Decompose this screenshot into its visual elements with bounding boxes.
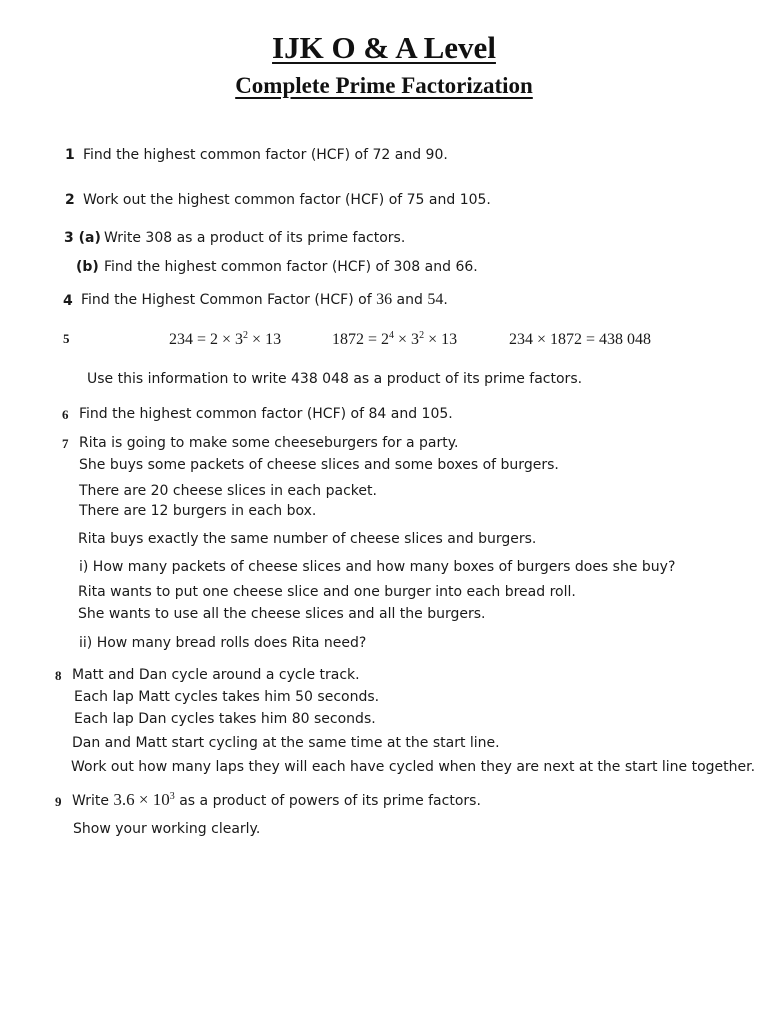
page-subtitle: Complete Prime Factorization	[235, 73, 533, 98]
scientific-expression: $3.6 \times 10^3$	[113, 790, 175, 809]
question-text: Write 308 as a product of its prime factors.	[104, 230, 406, 246]
question-text: Each lap Dan cycles takes him 80 seconds.	[74, 711, 376, 727]
question-text: There are 12 burgers in each box.	[79, 503, 317, 519]
question-text: Find the highest common factor (HCF) of 308 and 66.	[104, 259, 478, 275]
question-number: 5	[63, 331, 70, 346]
question-number: 1	[65, 147, 75, 163]
question-number: 9	[55, 794, 62, 809]
question-text: Rita wants to put one cheese slice and one burger into each bread roll.	[78, 584, 576, 600]
question-part: ii) How many bread rolls does Rita need?	[79, 635, 367, 651]
question-text: She buys some packets of cheese slices and some boxes of burgers.	[79, 457, 559, 473]
part-label: (b)	[76, 259, 99, 275]
question-part: i) How many packets of cheese slices and how many boxes of burgers does she buy?	[79, 559, 676, 575]
question-text: There are 20 cheese slices in each packet.	[79, 483, 377, 499]
question-text: Write $3.6 \times 10^3$ as a product of powers of its prime factors.	[72, 790, 481, 809]
question-text: Find the highest common factor (HCF) of 72 and 90.	[83, 147, 448, 163]
equation-product: 234 × 1872 = 438 048	[509, 331, 652, 348]
question-number: 8	[55, 668, 62, 683]
question-text: Dan and Matt start cycling at the same time at the start line.	[72, 735, 500, 751]
question-text: Show your working clearly.	[73, 821, 261, 837]
question-number: 7	[62, 436, 69, 451]
question-text: Find the Highest Common Factor (HCF) of 36 and 54.	[81, 291, 448, 308]
question-text: Each lap Matt cycles takes him 50 seconds.	[74, 689, 380, 705]
equation-234: $234 = 2 \times 3^2 \times 13$	[169, 330, 282, 348]
question-number: 4	[63, 293, 73, 309]
question-number: 2	[65, 192, 75, 208]
question-text: Rita is going to make some cheeseburgers for a party.	[79, 435, 459, 451]
question-text: Use this information to write 438 048 as a product of its prime factors.	[87, 371, 583, 387]
question-text: Rita buys exactly the same number of cheese slices and burgers.	[78, 531, 537, 547]
question-text: She wants to use all the cheese slices and all the burgers.	[78, 606, 486, 622]
question-text: Work out how many laps they will each have cycled when they are next at the start line together.	[71, 759, 756, 775]
question-text: Find the highest common factor (HCF) of 84 and 105.	[79, 406, 453, 422]
question-text: Matt and Dan cycle around a cycle track.	[72, 667, 360, 683]
question-number: 6	[62, 407, 69, 422]
page-title: IJK O & A Level	[272, 30, 496, 65]
question-number: 3 (a)	[64, 230, 101, 246]
equation-1872: $1872 = 2^4 \times 3^2 \times 13$	[332, 330, 458, 348]
question-text: Work out the highest common factor (HCF) of 75 and 105.	[83, 192, 491, 208]
